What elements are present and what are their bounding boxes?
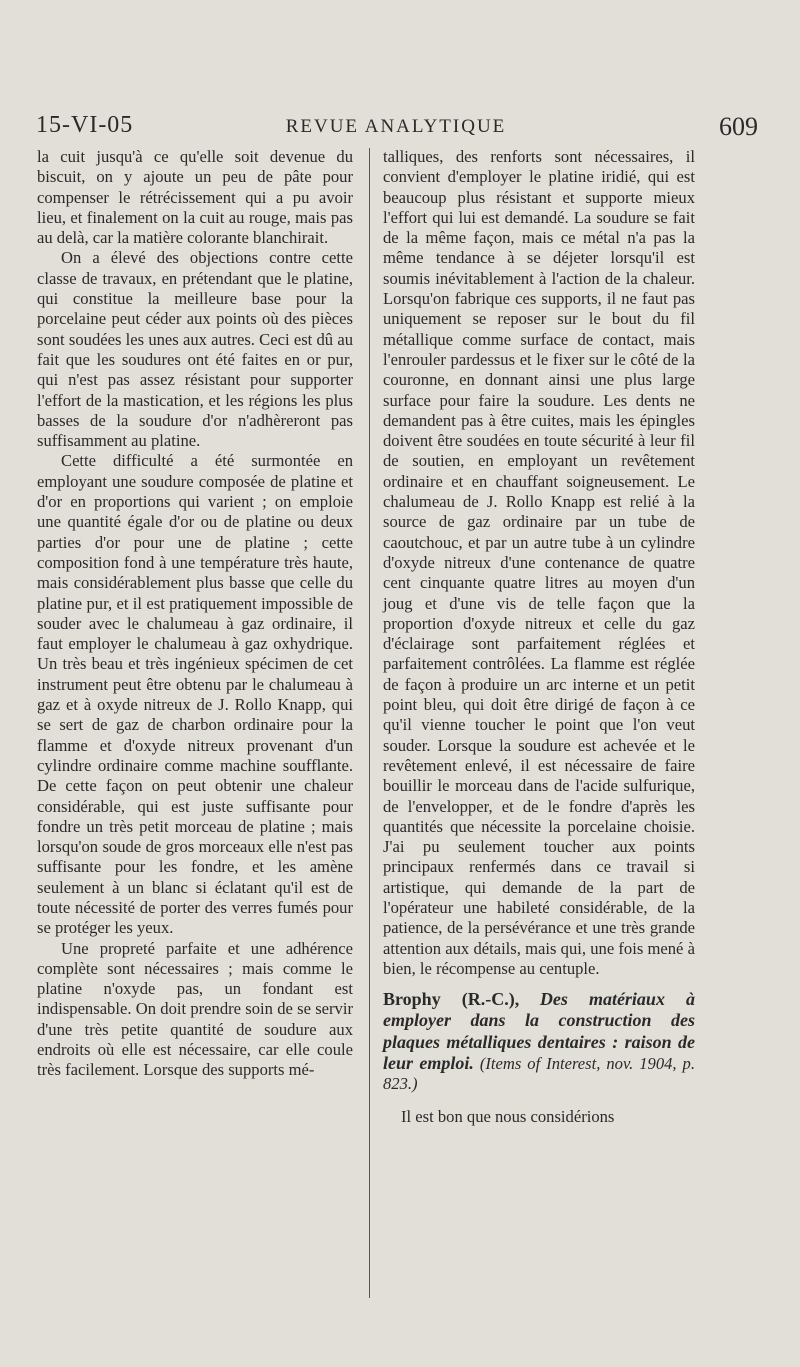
left-paragraph-4: Une propreté parfaite et une adhérence complète sont nécessaires ; mais comme le platine n'oxyde pas, un fondant est indispensable. On doit prendre soin de se servir d'une très petite quantité de soudure aux endroits où elle est nécessaire, car elle coule très facilement. Lorsque des supports mé-: [37, 938, 353, 1080]
header-page-number: 609: [719, 112, 758, 141]
left-paragraph-3: Cette difficulté a été surmontée en employant une soudure composée de platine et d'or en proportions qui varient ; on emploie une quantité égale d'or ou de platine ou deux parties d'or pour une de platine ; cette composition fond à une température très haute, mais considérablement plus basse que celle du platine pur, et il est pratiquement impossible de souder avec le chalumeau à gaz ordinaire, il faut employer le chalumeau à gaz oxhydrique. Un très beau et très ingénieux spécimen de cet instrument peut être obtenu par le chalumeau à gaz et à oxyde nitreux de J. Rollo Knapp, qui se sert de gaz de charbon ordinaire pour la flamme et d'oxyde nitreux provenant d'un cylindre ordinaire comme machine soufflante. De cette façon on peut obtenir une chaleur considérable, qui est juste suffisante pour fondre un très petit morceau de platine ; mais lorsqu'on soude de gros morceaux elle n'est pas suffisante pour les fondre, et les amène seulement à un blanc si éclatant qu'il est de toute nécessité de porter des verres fumés pour se protéger les yeux.: [37, 451, 353, 938]
header-journal-title: REVUE ANALYTIQUE: [285, 116, 507, 137]
bibliographic-reference: [383, 989, 695, 1094]
left-paragraph-1: la cuit jusqu'à ce qu'elle soit devenue du biscuit, on y ajoute un peu de pâte pour compenser le rétrécissement qui a pu avoir lieu, et finalement on la cuit au rouge, mais pas au delà, car la matière colorante blanchirait.: [37, 147, 353, 248]
page-header: [36, 112, 758, 146]
reference-title: Des matériaux à employer dans la construction des plaques métalliques dentaires : raison de leur emploi.: [383, 989, 695, 1074]
reference-citation: (Items of Interest, nov. 1904, p. 823.): [383, 1054, 695, 1094]
right-paragraph-last: Il est bon que nous considérions: [401, 1106, 615, 1126]
header-date: 15-VI-05: [36, 112, 134, 138]
left-column: [37, 147, 353, 1081]
column-divider: [369, 148, 370, 1298]
right-column: [383, 147, 695, 1127]
left-paragraph-2: On a élevé des objections contre cette classe de travaux, en prétendant que le platine, qui constitue la meilleure base pour la porcelaine peut céder aux points où des pièces sont soudées les unes aux autres. Ceci est dû au fait que les soudures ont été faites en or pur, qui n'est pas assez résistant pour supporter l'effort de la mastication, et les régions les plus basses de la soudure d'or n'adhèreront pas suffisamment au platine.: [37, 248, 353, 451]
right-paragraph-1: talliques, des renforts sont nécessaires, il convient d'employer le platine iridié, qui est beaucoup plus résistant et supporte mieux l'effort qui lui est demandé. La soudure se fait de la même façon, mais ce métal n'a pas la même tendance à se déjeter lorsqu'il est soumis inévitablement à l'action de la chaleur. Lorsqu'on fabrique ces supports, il ne faut pas uniquement se reposer sur le bout du fil métallique comme surface de contact, mais l'enrouler pardessus et le fixer sur le côté de la couronne, en donnant ainsi une plus large surface pour faire la soudure. Les dents ne demandent pas à être cuites, mais les épingles doivent être soudées en toute sécurité à leur fil de soutien, en employant un revêtement ordinaire et en chauffant soigneusement. Le chalumeau de J. Rollo Knapp est relié à la source de gaz ordinaire par un tube de caoutchouc, et par un autre tube à un cylindre d'oxyde nitreux d'une contenance de quatre cent cinquante quatre litres au moyen d'un joug et d'une vis de telle façon que la proportion d'oxyde nitreux et celle du gaz d'éclairage sont parfaitement réglées et parfaitement contrôlées. La flamme est réglée de façon à produire un arc interne et un petit point bleu, qui doit être dirigé de façon à ce qu'il vienne toucher le point que l'on veut souder. Lorsque la soudure est achevée et le revêtement enlevé, il est nécessaire de faire bouillir le morceau dans de l'acide sulfurique, de l'envelopper, et de le fondre d'après les quantités que nécessite la porcelaine choisie. J'ai pu seulement toucher aux points principaux renfermés dans ce travail si artistique, qui demande de la part de l'opérateur une habileté considérable, de la patience, de la persévérance et une très grande attention aux détails, mais qui, une fois mené à bien, le récompense au centuple.: [383, 147, 695, 978]
reference-author: Brophy (R.-C.),: [383, 989, 520, 1010]
